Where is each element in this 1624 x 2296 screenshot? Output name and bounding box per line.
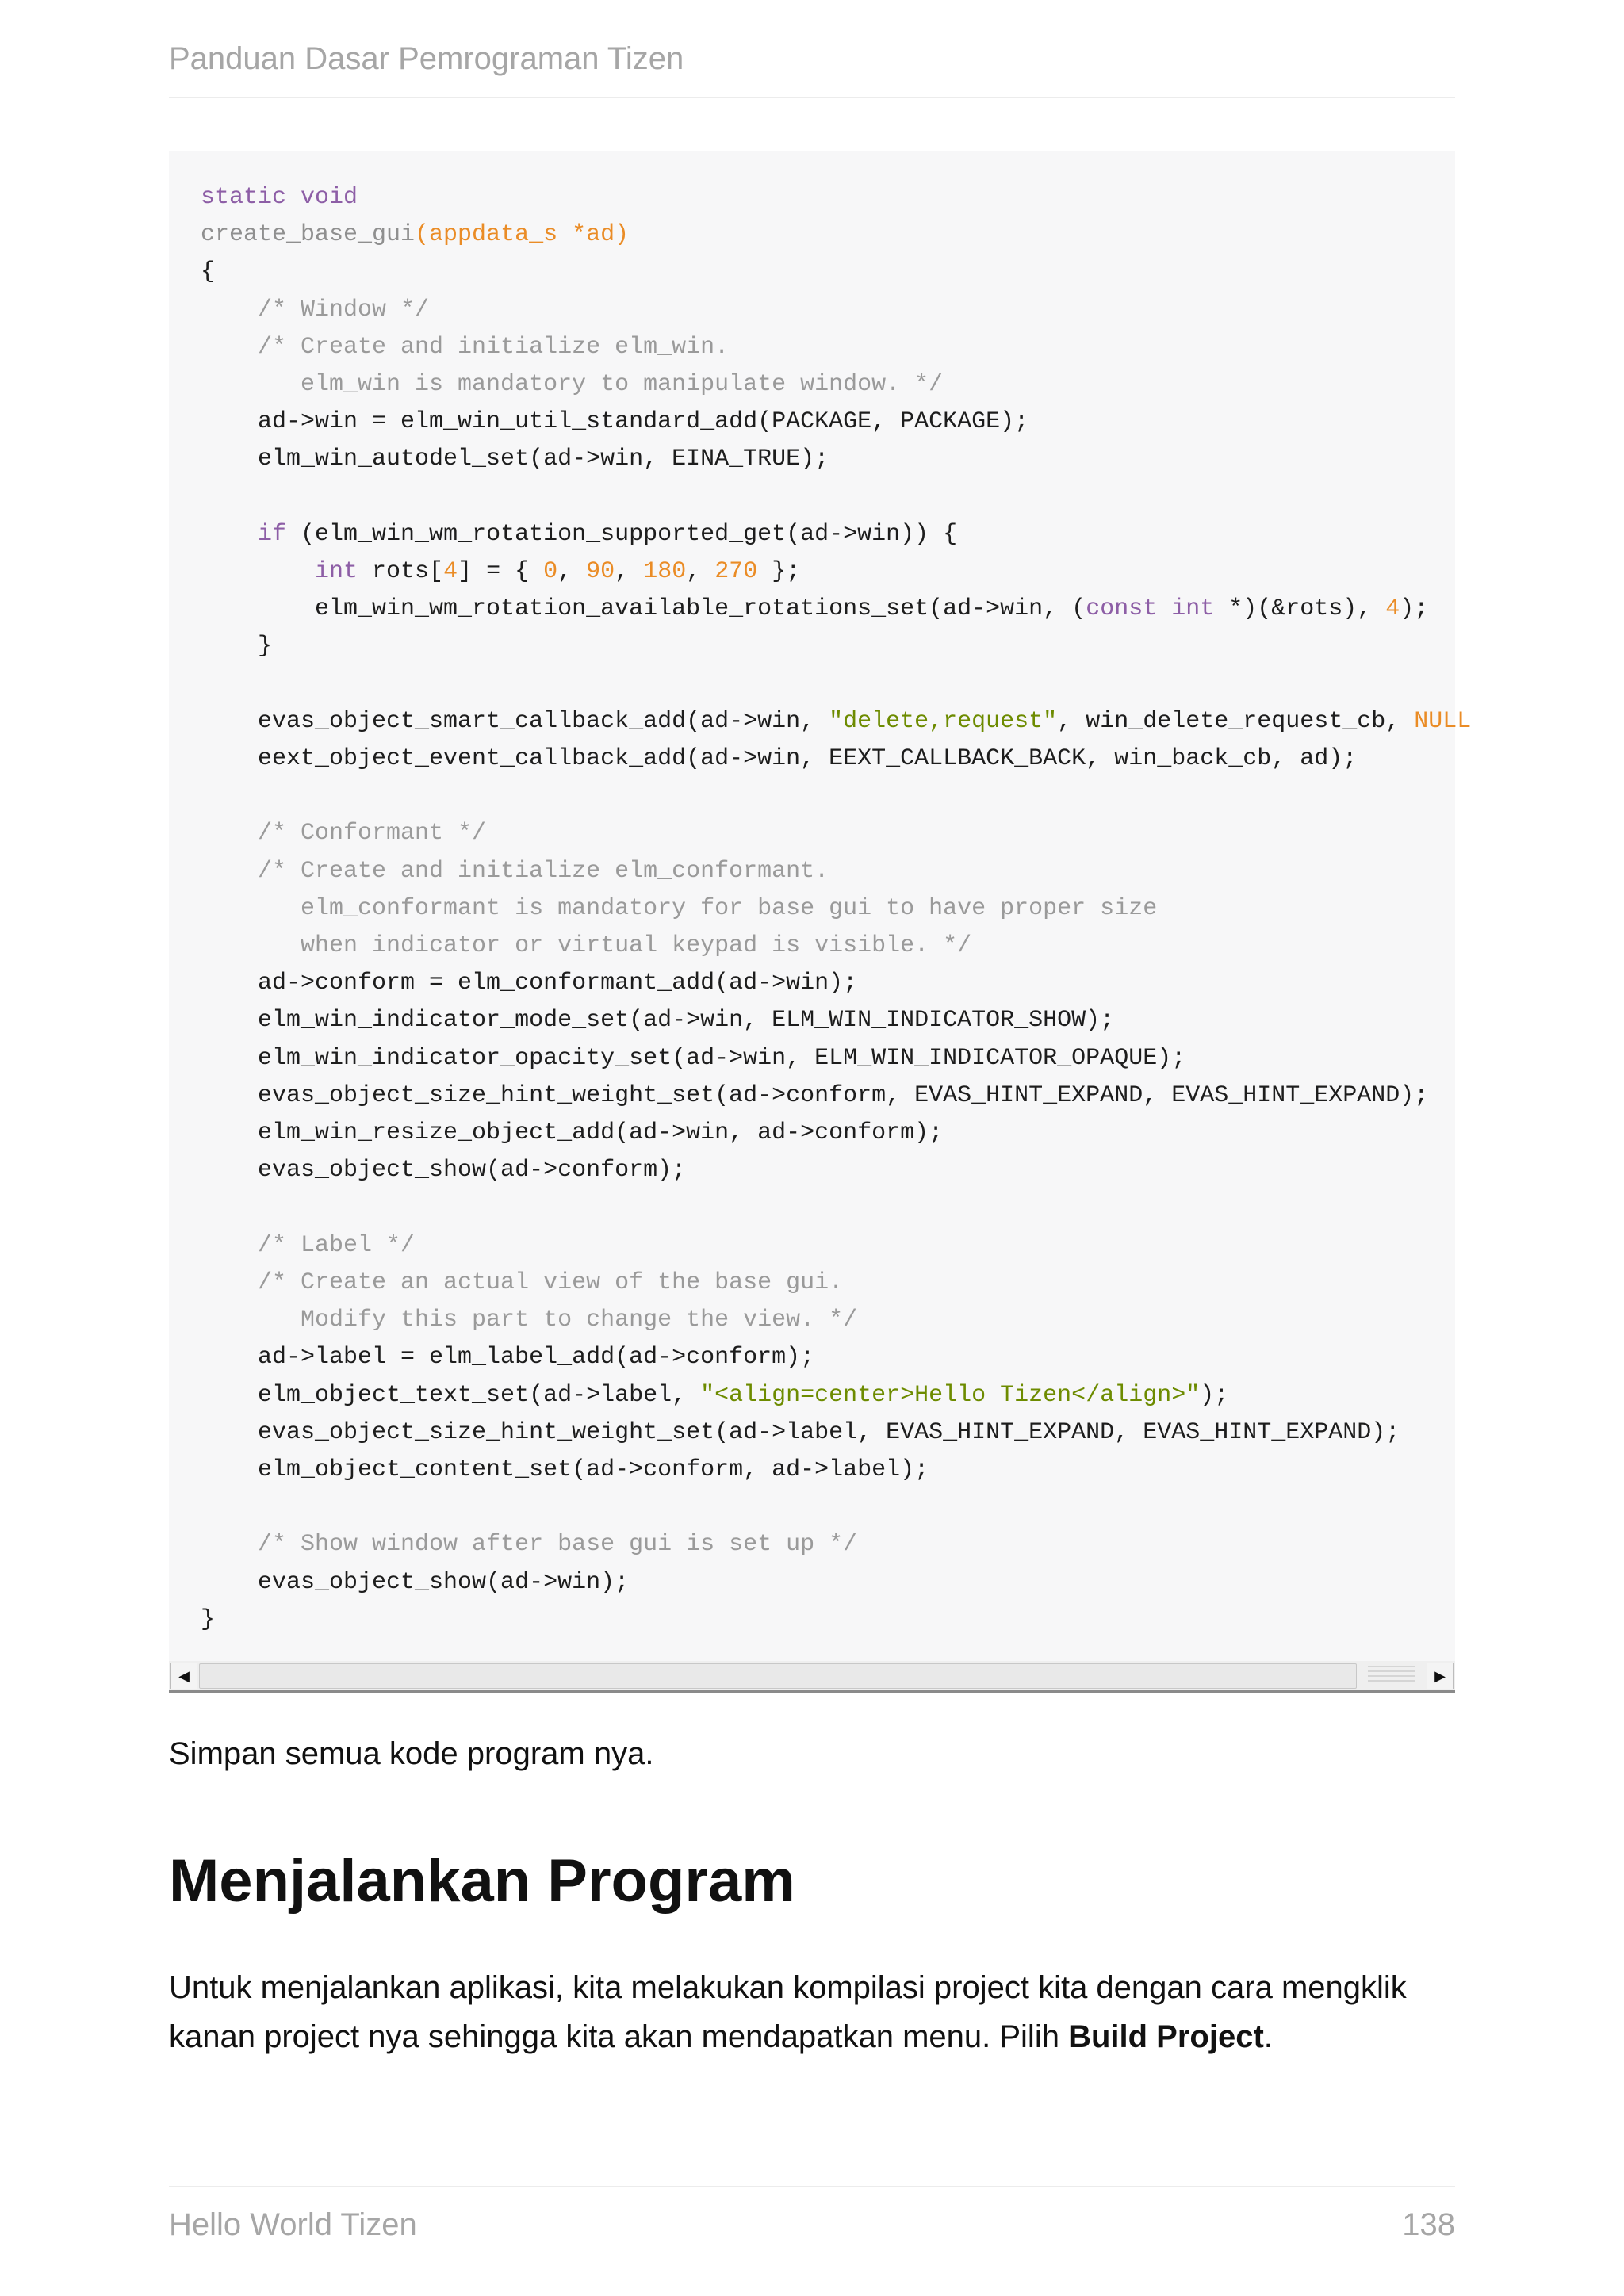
code-line — [201, 1232, 415, 1259]
code-token: 270 — [714, 558, 758, 586]
code-line — [201, 1569, 629, 1596]
code-token: *)(&rots), — [1214, 595, 1386, 623]
code-token: , — [615, 558, 644, 586]
scrollbar-track — [1368, 1666, 1415, 1685]
code-line — [201, 408, 1028, 435]
running-header: Panduan Dasar Pemrograman Tizen — [169, 41, 684, 76]
code-token: , win_delete_request_cb, — [1057, 707, 1415, 735]
code-token: } — [201, 1605, 216, 1633]
code-token: /* Create and initialize elm_conformant. — [201, 857, 829, 885]
code-token: evas_object_size_hint_weight_set(ad->conform, EVAS_HINT_EXPAND, EVAS_HINT_EXPAND); — [201, 1081, 1429, 1109]
code-token: "<align=center>Hello Tizen</align>" — [700, 1381, 1201, 1409]
code-line — [201, 1419, 1400, 1446]
run-instruction-paragraph — [169, 1963, 1455, 2061]
code-token: int — [315, 558, 358, 586]
code-token: (elm_win_wm_rotation_supported_get(ad->win)) { — [286, 520, 958, 548]
code-line — [201, 297, 429, 323]
code-token: elm_win_indicator_opacity_set(ad->win, ELM_WIN_INDICATOR_OPAQUE); — [201, 1044, 1186, 1072]
code-line — [201, 1045, 1185, 1072]
code-token: 4 — [443, 558, 458, 586]
code-line — [201, 1531, 857, 1558]
code-token: (appdata_s *ad) — [415, 221, 630, 249]
code-line — [201, 446, 829, 473]
code-line — [201, 858, 829, 885]
code-token: elm_win_resize_object_add(ad->win, ad->conform); — [201, 1119, 944, 1147]
code-line — [201, 1157, 686, 1184]
code-token: elm_object_text_set(ad->label, — [201, 1381, 701, 1409]
code-token: /* Conformant */ — [201, 820, 487, 848]
code-line — [201, 1119, 943, 1146]
footer-chapter-title: Hello World Tizen — [169, 2207, 417, 2242]
code-token: rots[ — [358, 558, 444, 586]
code-token: if — [258, 520, 287, 548]
code-line — [201, 1082, 1428, 1109]
code-token: 0 — [543, 558, 558, 586]
code-token: { — [201, 258, 216, 286]
code-line — [201, 1307, 857, 1334]
code-line — [201, 558, 800, 585]
code-token: /* Window */ — [201, 296, 430, 323]
code-line — [201, 932, 971, 959]
code-line — [201, 745, 1357, 772]
code-token: elm_win_indicator_mode_set(ad->win, ELM_WIN_INDICATOR_SHOW); — [201, 1007, 1115, 1035]
code-token: ad->conform = elm_conformant_add(ad->win); — [201, 970, 858, 997]
section-heading: Menjalankan Program — [169, 1847, 795, 1915]
code-token: elm_win_autodel_set(ad->win, EINA_TRUE); — [201, 446, 829, 473]
code-token: NULL — [1414, 707, 1472, 735]
build-project-label: Build Project — [1068, 2019, 1264, 2054]
save-instruction-paragraph: Simpan semua kode program nya. — [169, 1736, 654, 1771]
code-line — [201, 1269, 843, 1296]
code-line — [201, 1344, 814, 1371]
code-token: ); — [1200, 1381, 1229, 1409]
code-line — [201, 184, 358, 211]
code-line — [201, 334, 729, 361]
code-token: 180 — [643, 558, 687, 586]
code-token: /* Show window after base gui is set up */ — [201, 1531, 858, 1559]
code-line — [201, 371, 943, 398]
code-line — [201, 1007, 1114, 1034]
run-instruction-end: . — [1263, 2019, 1273, 2054]
code-block[interactable] — [169, 151, 1472, 1693]
code-token: /* Label */ — [201, 1231, 416, 1259]
code-line — [201, 708, 1471, 735]
code-line — [201, 595, 1428, 622]
page-number: 138 — [1402, 2207, 1455, 2242]
code-listing — [201, 179, 1471, 1639]
code-line — [201, 633, 272, 660]
code-token: , — [557, 558, 587, 586]
header-divider — [169, 97, 1455, 98]
code-token: evas_object_size_hint_weight_set(ad->label, EVAS_HINT_EXPAND, EVAS_HINT_EXPAND); — [201, 1418, 1400, 1446]
code-line — [201, 1456, 929, 1483]
code-line — [201, 970, 857, 997]
code-token: 90 — [586, 558, 615, 586]
horizontal-scrollbar[interactable] — [169, 1661, 1455, 1693]
code-token: evas_object_show(ad->conform); — [201, 1157, 687, 1184]
code-token: ad->win = elm_win_util_standard_add(PACKAGE, PACKAGE); — [201, 408, 1029, 436]
code-token: }; — [757, 558, 801, 586]
code-token: elm_conformant is mandatory for base gui to have proper size — [201, 894, 1158, 922]
code-line — [201, 221, 629, 248]
code-token: 4 — [1385, 595, 1400, 623]
code-token: "delete,request" — [829, 707, 1058, 735]
code-token: const int — [1086, 595, 1215, 623]
code-token: when indicator or virtual keypad is visible. */ — [201, 932, 972, 960]
scroll-right-icon[interactable]: ▶ — [1427, 1663, 1454, 1689]
code-token: static void — [201, 184, 358, 211]
code-token: elm_win_wm_rotation_available_rotations_set(ad->win, ( — [201, 595, 1086, 623]
code-token: evas_object_show(ad->win); — [201, 1568, 630, 1596]
scroll-left-icon[interactable]: ◀ — [170, 1663, 197, 1689]
code-token: elm_object_content_set(ad->conform, ad->label); — [201, 1456, 929, 1483]
run-instruction-text: Untuk menjalankan aplikasi, kita melakukan kompilasi project kita dengan cara mengklik kanan project nya sehingga kita akan mendapatkan menu. Pilih — [169, 1970, 1407, 2054]
code-line — [201, 1382, 1228, 1409]
code-token: elm_win is mandatory to manipulate window. */ — [201, 371, 944, 399]
code-line — [201, 895, 1157, 922]
code-token: ); — [1400, 595, 1429, 623]
code-token: /* Create an actual view of the base gui. — [201, 1269, 844, 1296]
code-token: ] = { — [458, 558, 544, 586]
code-token — [201, 521, 258, 548]
footer-divider — [169, 2186, 1455, 2187]
scrollbar-thumb[interactable] — [199, 1663, 1357, 1689]
code-token — [201, 558, 315, 585]
code-token: Modify this part to change the view. */ — [201, 1307, 858, 1334]
code-token: /* Create and initialize elm_win. — [201, 333, 730, 361]
code-token: ad->label = elm_label_add(ad->conform); — [201, 1344, 815, 1372]
code-line — [201, 1606, 215, 1633]
code-line — [201, 258, 215, 285]
code-token: eext_object_event_callback_add(ad->win, EEXT_CALLBACK_BACK, win_back_cb, ad); — [201, 745, 1358, 773]
code-token: evas_object_smart_callback_add(ad->win, — [201, 707, 829, 735]
code-line — [201, 521, 957, 548]
code-line — [201, 820, 486, 847]
code-token: } — [201, 633, 273, 660]
code-token: create_base_gui — [201, 221, 416, 249]
code-token: , — [686, 558, 715, 586]
